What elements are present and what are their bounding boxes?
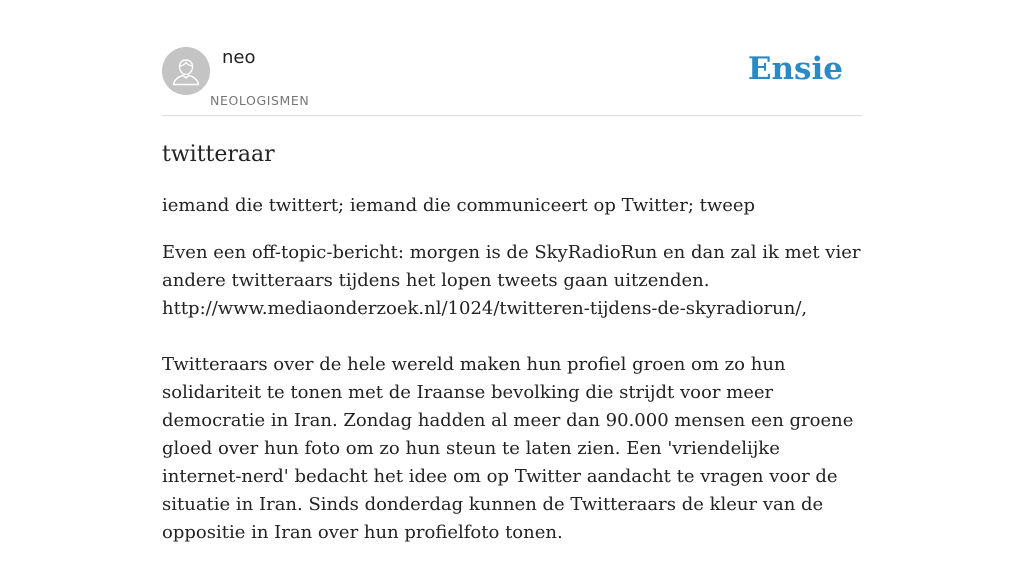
entry-title: twitteraar [162, 142, 275, 167]
example-text: Even een off-topic-bericht: morgen is de SkyRadioRun en dan zal ik met vier andere twitteraars tijdens het lopen tweets gaan uitzenden. http://www.mediaonderzoek.nl/1024/twitteren-tijdens-de-skyradiorun/, [162, 242, 861, 319]
ensie-logo[interactable]: Ensie [747, 51, 843, 87]
entry-definition: iemand die twittert; iemand die communiceert op Twitter; tweep [162, 195, 756, 216]
user-silhouette-icon [162, 47, 210, 95]
user-avatar[interactable] [162, 47, 210, 95]
entry-header [162, 0, 862, 116]
example-text: Twitteraars over de hele wereld maken hun profiel groen om zo hun solidariteit te tonen met de Iraanse bevolking die strijdt voor meer democratie in Iran. Zondag hadden al meer dan 90.000 mensen een groene gloed over hun foto om zo hun steun te laten zien. Een 'vriendelijke internet-nerd' bedacht het idee om op Twitter aandacht te vragen voor de situatie in Iran. Sinds donderdag kunnen de Twitteraars de kleur van de oppositie in Iran over hun profielfoto tonen. [162, 354, 854, 543]
entry-card [162, 0, 862, 543]
username[interactable]: neo [222, 47, 256, 68]
entry-examples [162, 239, 862, 575]
collection-link[interactable]: NEOLOGISMEN [210, 93, 310, 108]
